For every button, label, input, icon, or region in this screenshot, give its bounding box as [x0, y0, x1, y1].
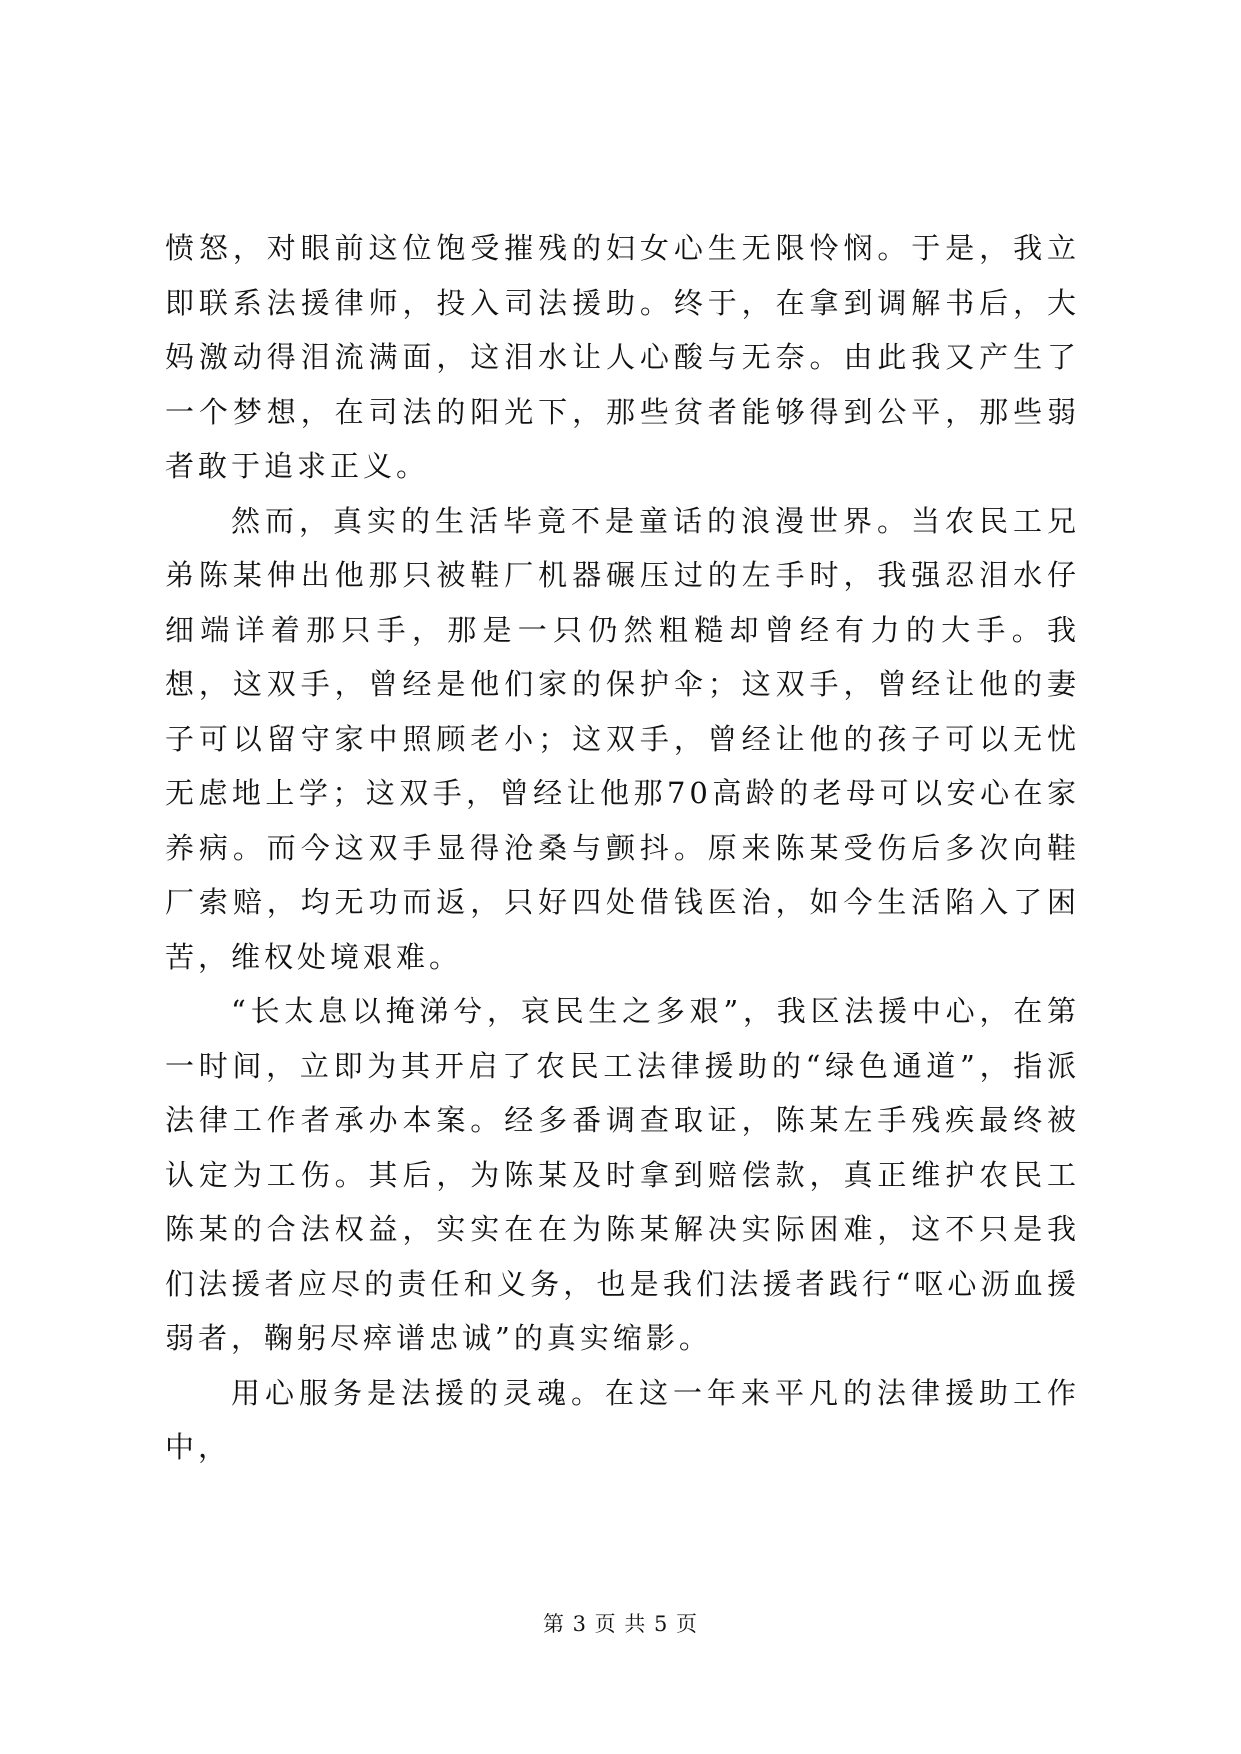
paragraph-1: 愤怒，对眼前这位饱受摧残的妇女心生无限怜悯。于是，我立即联系法援律师，投入司法援助。终于，在拿到调解书后，大妈激动得泪流满面，这泪水让人心酸与无奈。由此我又产生了一个梦想，在司法的阳光下，那些贫者能够得到公平，那些弱者敢于追求正义。	[165, 231, 1080, 483]
paragraph-4: 用心服务是法援的灵魂。在这一年来平凡的法律援助工作中，	[165, 1375, 1080, 1464]
document-body	[165, 221, 1080, 1475]
paragraph-2: 然而，真实的生活毕竟不是童话的浪漫世界。当农民工兄弟陈某伸出他那只被鞋厂机器碾压过的左手时，我强忍泪水仔细端详着那只手，那是一只仍然粗糙却曾经有力的大手。我想，这双手，曾经是他们家的保护伞；这双手，曾经让他的妻子可以留守家中照顾老小；这双手，曾经让他的孩子可以无忧无虑地上学；这双手，曾经让他那70高龄的老母可以安心在家养病。而今这双手显得沧桑与颤抖。原来陈某受伤后多次向鞋厂索赔，均无功而返，只好四处借钱医治，如今生活陷入了困苦，维权处境艰难。	[165, 503, 1080, 974]
page-number-footer: 第 3 页 共 5 页	[542, 1612, 699, 1636]
paragraph-3: “长太息以掩涕兮，哀民生之多艰”，我区法援中心，在第一时间，立即为其开启了农民工法律援助的“绿色通道”，指派法律工作者承办本案。经多番调查取证，陈某左手残疾最终被认定为工伤。其后，为陈某及时拿到赔偿款，真正维护农民工陈某的合法权益，实实在在为陈某解决实际困难，这不只是我们法援者应尽的责任和义务，也是我们法援者践行“呕心沥血援弱者，鞠躬尽瘁谱忠诚”的真实缩影。	[165, 994, 1080, 1355]
